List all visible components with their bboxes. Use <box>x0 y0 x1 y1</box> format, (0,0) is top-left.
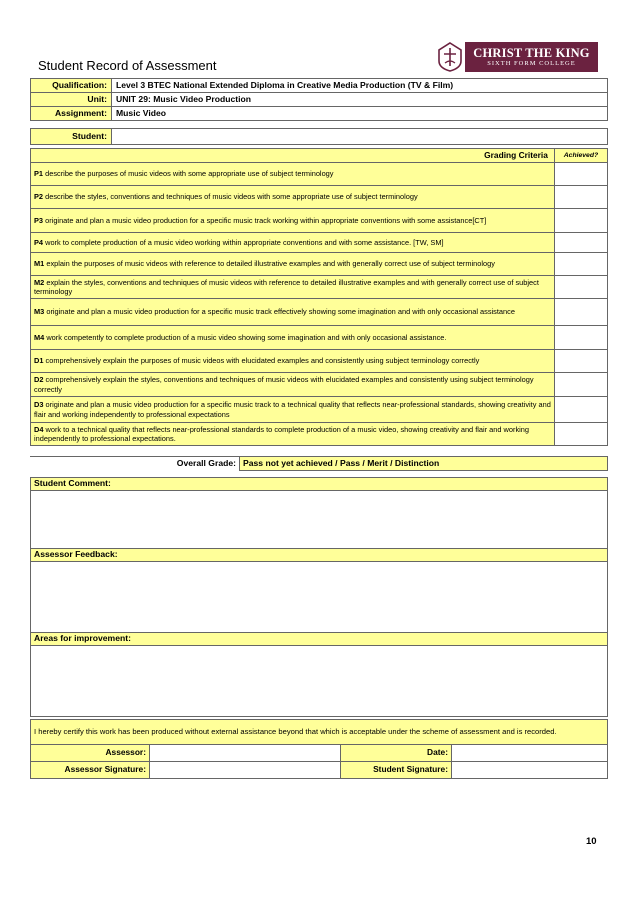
criterion-description: comprehensively explain the purposes of music videos with elucidated examples and consistently using subject terminology correctly <box>45 356 480 366</box>
page-number: 10 <box>586 836 597 847</box>
assignment-value: Music Video <box>112 107 608 121</box>
criterion-description: originate and plan a music video production for a specific music track to a technical quality that reflects near-professional standards, showing creativity and flair and working independently to professional expectations <box>34 400 551 419</box>
achieved-cell[interactable] <box>554 423 607 446</box>
logo-line2: SIXTH FORM COLLEGE <box>487 59 576 67</box>
logo-line1: CHRIST THE KING <box>473 45 590 60</box>
student-signature-field[interactable] <box>452 762 608 779</box>
achieved-cell[interactable] <box>554 350 607 373</box>
criterion-text <box>31 326 555 350</box>
criterion-description: work to a technical quality that reflects near-professional standards to complete production of a music video, showing creativity and flair and working independently to professional expectations. <box>34 424 530 443</box>
criterion-description: explain the styles, conventions and techniques of music videos with reference to detailed illustrative examples and with generally correct use of subject terminology <box>34 277 539 296</box>
assessor-feedback-field[interactable] <box>31 562 608 633</box>
student-row-table <box>30 128 608 145</box>
criterion-text <box>31 397 555 423</box>
unit-label: Unit: <box>31 93 112 107</box>
criterion-description: describe the purposes of music videos with some appropriate use of subject terminology <box>45 169 334 179</box>
achieved-cell[interactable] <box>554 397 607 423</box>
criterion-text <box>31 233 555 253</box>
overall-grade-label: Overall Grade: <box>30 457 240 471</box>
criterion-code: M1 <box>34 259 45 269</box>
student-comment-label: Student Comment: <box>31 478 608 491</box>
criterion-code: P2 <box>34 192 44 202</box>
criterion-code: M2 <box>34 277 45 287</box>
overall-grade-options[interactable]: Pass not yet achieved / Pass / Merit / Distinction <box>240 457 608 471</box>
criterion-code: M4 <box>34 332 45 342</box>
criterion-description: work competently to complete production of a music video showing some imagination and with only occasional assistance. <box>46 332 447 342</box>
grading-criteria-header: Grading Criteria <box>31 149 555 163</box>
achieved-cell[interactable] <box>554 373 607 397</box>
college-logo <box>437 42 598 72</box>
criterion-text <box>31 350 555 373</box>
criterion-description: originate and plan a music video production for a specific music track working within appropriate conventions with some assistance[CT] <box>45 215 487 225</box>
criterion-code: P4 <box>34 237 44 247</box>
logo-wordmark <box>465 42 598 72</box>
assessor-field[interactable] <box>150 745 341 762</box>
student-signature-label: Student Signature: <box>341 762 452 779</box>
criterion-description: work to complete production of a music video working within appropriate conventions and with some assistance. [TW, SM] <box>45 237 444 247</box>
criterion-description: explain the purposes of music videos with reference to detailed illustrative examples and with generally correct use of subject terminology <box>46 259 495 269</box>
assessor-signature-field[interactable] <box>150 762 341 779</box>
criterion-code: D1 <box>34 356 44 366</box>
criterion-text <box>31 186 555 209</box>
achieved-cell[interactable] <box>554 233 607 253</box>
grading-criteria-table <box>30 148 608 446</box>
declaration-text: I hereby certify this work has been produced without external assistance beyond that which is acceptable under the scheme of assessment and is recorded. <box>31 720 608 745</box>
achieved-cell[interactable] <box>554 163 607 186</box>
criterion-code: M3 <box>34 307 45 317</box>
assignment-label: Assignment: <box>31 107 112 121</box>
criterion-text <box>31 373 555 397</box>
signoff-table <box>30 719 608 779</box>
student-label: Student: <box>31 129 112 145</box>
qualification-label: Qualification: <box>31 79 112 93</box>
areas-improvement-field[interactable] <box>31 646 608 717</box>
crest-icon <box>437 42 463 72</box>
criterion-text <box>31 276 555 299</box>
student-name-field[interactable] <box>112 129 608 145</box>
achieved-header: Achieved? <box>554 149 607 163</box>
criterion-text <box>31 209 555 233</box>
criterion-text <box>31 163 555 186</box>
student-comment-field[interactable] <box>31 491 608 549</box>
unit-value: UNIT 29: Music Video Production <box>112 93 608 107</box>
achieved-cell[interactable] <box>554 276 607 299</box>
achieved-cell[interactable] <box>554 299 607 326</box>
criterion-code: D4 <box>34 424 44 434</box>
criterion-code: P1 <box>34 169 44 179</box>
qualification-value: Level 3 BTEC National Extended Diploma in Creative Media Production (TV & Film) <box>112 79 608 93</box>
date-field[interactable] <box>452 745 608 762</box>
assessment-header-table <box>30 78 608 121</box>
comments-table <box>30 477 608 717</box>
areas-improvement-label: Areas for improvement: <box>31 633 608 646</box>
criterion-code: D2 <box>34 375 44 385</box>
achieved-cell[interactable] <box>554 253 607 276</box>
assessor-feedback-label: Assessor Feedback: <box>31 549 608 562</box>
achieved-cell[interactable] <box>554 326 607 350</box>
criterion-description: describe the styles, conventions and techniques of music videos with some appropriate use of subject terminology <box>45 192 418 202</box>
date-label: Date: <box>341 745 452 762</box>
assessor-signature-label: Assessor Signature: <box>31 762 150 779</box>
criterion-text <box>31 299 555 326</box>
criterion-code: D3 <box>34 400 44 410</box>
criterion-description: comprehensively explain the styles, conventions and techniques of music videos with elucidated examples and consistently using subject terminology correctly <box>34 375 534 394</box>
criterion-text <box>31 423 555 446</box>
criterion-text <box>31 253 555 276</box>
overall-grade-table <box>30 456 608 471</box>
criterion-code: P3 <box>34 215 44 225</box>
criterion-description: originate and plan a music video production for a specific music track effectively showing some imagination and with only occasional assistance <box>46 307 515 317</box>
achieved-cell[interactable] <box>554 186 607 209</box>
achieved-cell[interactable] <box>554 209 607 233</box>
page-title: Student Record of Assessment <box>38 58 217 73</box>
assessor-label: Assessor: <box>31 745 150 762</box>
